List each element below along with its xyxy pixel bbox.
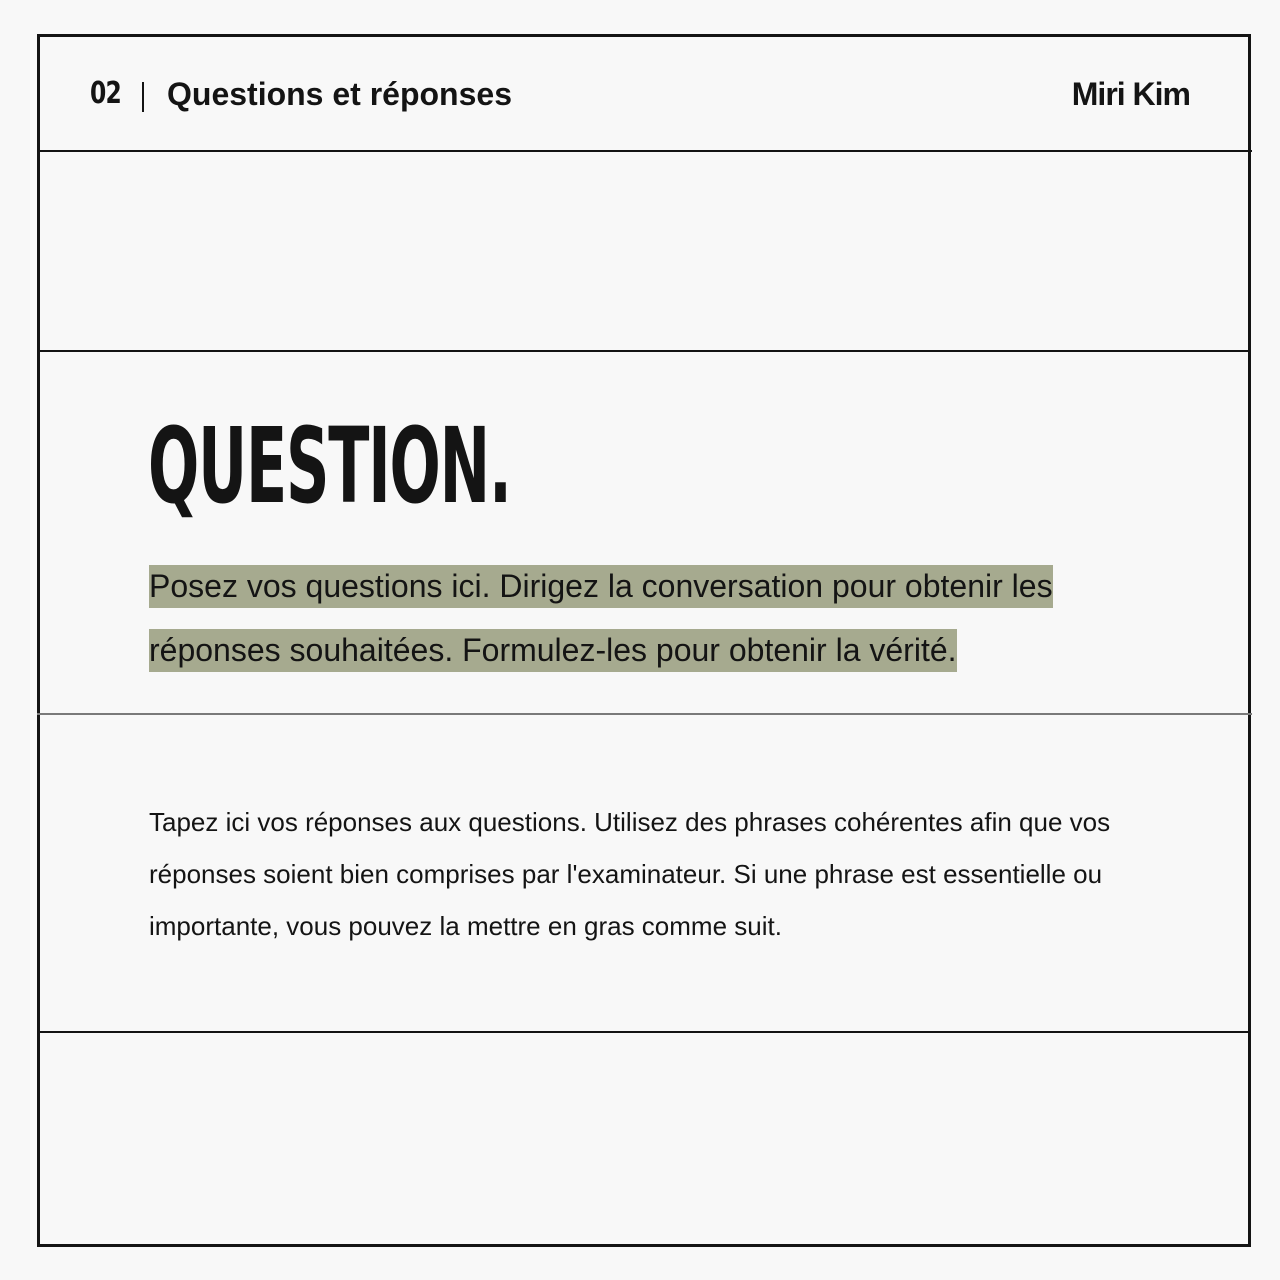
- section-divider-middle: [37, 713, 1252, 715]
- page-number: 02: [90, 76, 122, 111]
- section-divider-top: [37, 350, 1249, 352]
- author-name: Miri Kim: [1071, 76, 1190, 112]
- question-heading: QUESTION.: [148, 405, 511, 527]
- question-highlighted-text: Posez vos questions ici. Dirigez la conversation pour obtenir les réponses souhaitées. Formulez-les pour obtenir la vérité.: [149, 565, 1053, 672]
- answer-text: Tapez ici vos réponses aux questions. Utilisez des phrases cohérentes afin que vos réponses soient bien comprises par l'examinateur. Si une phrase est essentielle ou importante, vous pouvez la mettre en gras comme suit.: [149, 807, 1111, 941]
- question-text-block: [149, 554, 1149, 682]
- header-separator: [142, 82, 144, 112]
- header-divider: [37, 150, 1252, 152]
- section-title: Questions et réponses: [167, 76, 512, 112]
- section-divider-bottom: [37, 1031, 1249, 1033]
